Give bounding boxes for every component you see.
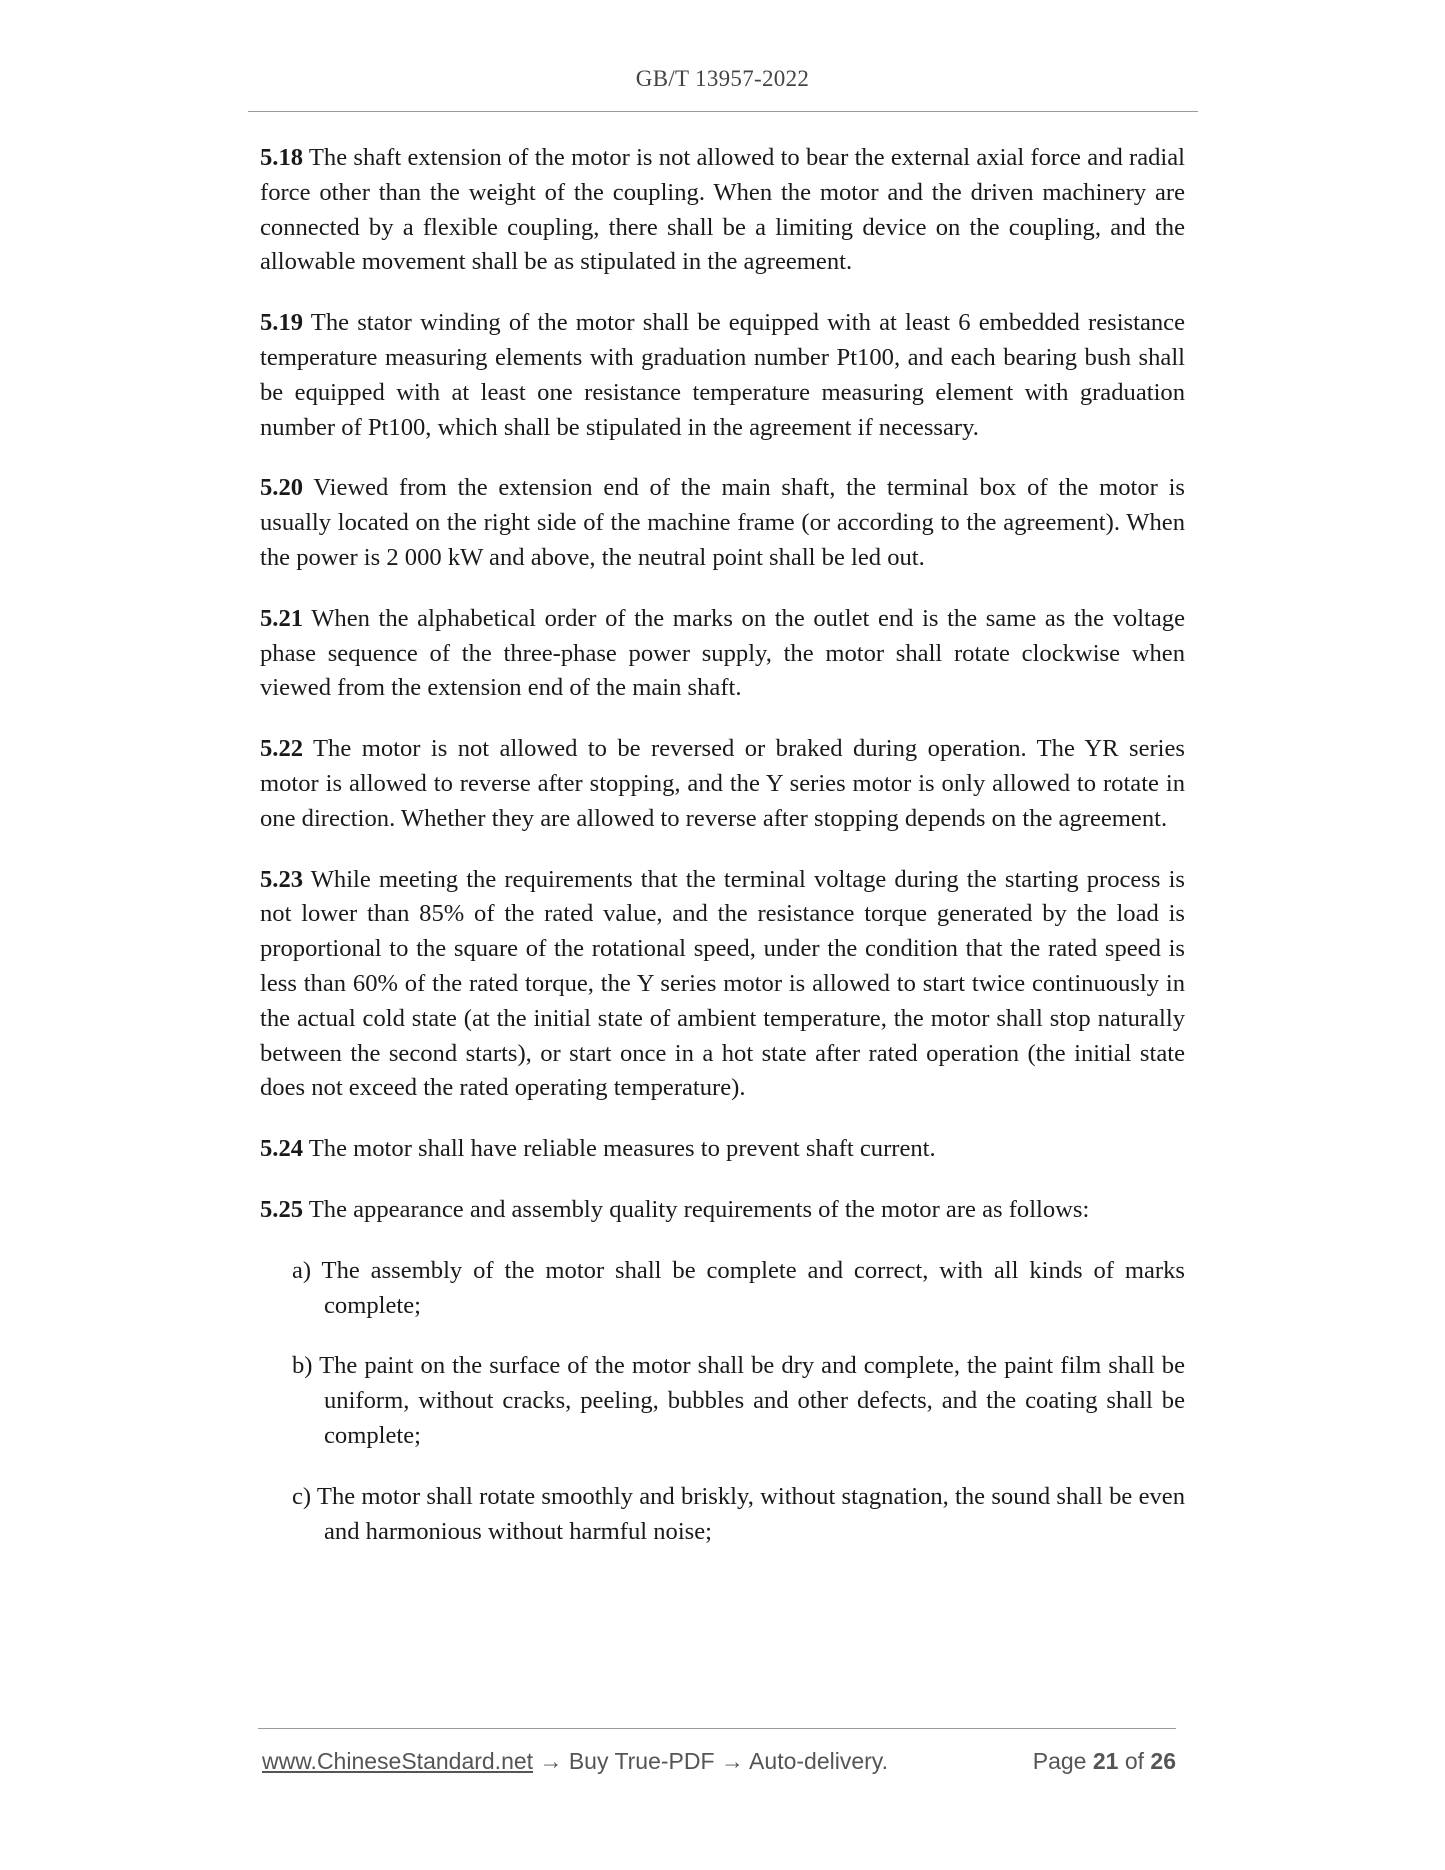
- clause-text: While meeting the requirements that the terminal voltage during the starting process is not lower than 85% of the rated value, and the resistance torque generated by the load is proportional to the square of the rotational speed, under the condition that the rated speed is less than 60% of the rated torque, the Y series motor is allowed to start twice continuously in the actual cold state (at the initial state of ambient temperature, the motor shall stop naturally between the second starts), or start once in a hot state after rated operation (the initial state does not exceed the rated operating temperature).: [260, 865, 1185, 1102]
- clause-5-19: [260, 306, 1185, 445]
- clause-5-22: [260, 732, 1185, 836]
- clause-text: Viewed from the extension end of the main shaft, the terminal box of the motor is usually located on the right side of the machine frame (or according to the agreement). When the power is 2 000 kW and above, the neutral point shall be led out.: [260, 474, 1185, 571]
- clause-5-18: [260, 141, 1185, 280]
- footer-promo: [262, 1748, 888, 1775]
- page-header: GB/T 13957-2022: [635, 66, 810, 91]
- clause-number: 5.19: [260, 309, 304, 337]
- clause-text: The motor shall have reliable measures to prevent shaft current.: [303, 1135, 936, 1163]
- clause-5-25: [260, 1193, 1185, 1228]
- clause-text: The appearance and assembly quality requirements of the motor are as follows:: [303, 1195, 1090, 1223]
- page-number: [1033, 1748, 1176, 1775]
- list-item-b: b) The paint on the surface of the motor shall be dry and complete, the paint film shall be uniform, without cracks, peeling, bubbles and other defects, and the coating shall be complete;: [292, 1352, 1185, 1449]
- clause-5-21: [260, 602, 1185, 706]
- document-body: [260, 141, 1185, 1575]
- clause-number: 5.21: [260, 604, 304, 632]
- clause-number: 5.23: [260, 865, 304, 893]
- clause-number: 5.25: [260, 1195, 304, 1223]
- clause-number: 5.22: [260, 735, 304, 763]
- footer-divider: [258, 1728, 1176, 1729]
- clause-text: The stator winding of the motor shall be equipped with at least 6 embedded resistance temperature measuring elements with graduation number Pt100, and each bearing bush shall be equipped with at least one resistance temperature measuring element with graduation number of Pt100, which shall be stipulated in the agreement if necessary.: [260, 309, 1185, 441]
- clause-number: 5.24: [260, 1135, 304, 1163]
- list-item-c: c) The motor shall rotate smoothly and briskly, without stagnation, the sound shall be even and harmonious without harmful noise;: [292, 1482, 1185, 1545]
- header-divider: [248, 111, 1198, 112]
- page-of-label: of: [1118, 1748, 1151, 1774]
- clause-text: The motor is not allowed to be reversed or braked during operation. The YR series motor is allowed to reverse after stopping, and the Y series motor is only allowed to rotate in one direction. Whether they are allowed to reverse after stopping depends on the agreement.: [260, 735, 1185, 832]
- clause-text: When the alphabetical order of the marks on the outlet end is the same as the voltage phase sequence of the three-phase power supply, the motor shall rotate clockwise when viewed from the extension end of the main shaft.: [260, 604, 1185, 702]
- footer-promo-text: → Buy True-PDF → Auto-delivery.: [533, 1748, 888, 1774]
- clause-text: The shaft extension of the motor is not allowed to bear the external axial force and radial force other than the weight of the coupling. When the motor and the driven machinery are connected by a flexible coupling, there shall be a limiting device on the coupling, and the allowable movement shall be as stipulated in the agreement.: [260, 144, 1185, 276]
- page-label: Page: [1032, 1748, 1093, 1774]
- list-item-a: a) The assembly of the motor shall be complete and correct, with all kinds of marks complete;: [292, 1256, 1185, 1319]
- website-link[interactable]: www.ChineseStandard.net: [262, 1748, 534, 1774]
- clause-5-24: [260, 1132, 1185, 1167]
- total-pages: 26: [1150, 1748, 1176, 1774]
- clause-5-20: [260, 471, 1185, 575]
- clause-number: 5.20: [260, 474, 304, 502]
- clause-5-23: [260, 863, 1185, 1107]
- current-page: 21: [1092, 1748, 1119, 1774]
- clause-number: 5.18: [260, 144, 304, 171]
